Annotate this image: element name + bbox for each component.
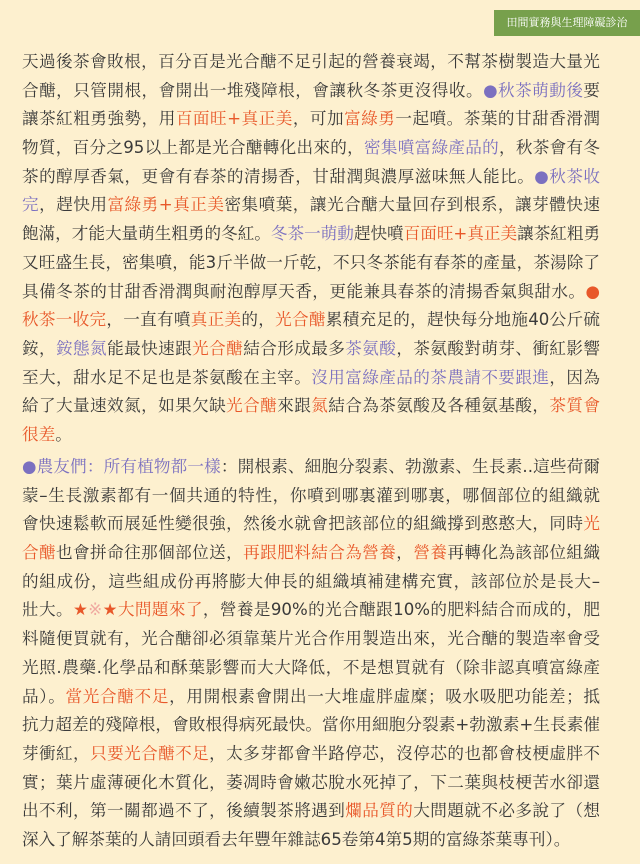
text-segment: 至大，甜水足不足也是茶氨酸在主宰。 [22,367,312,387]
text-segment: 結合為茶氨酸及各種氨基酸， [328,396,550,416]
text-segment: 會快速鬆軟而展延性變很強，然後水就會把該部位的組織撐到憨憨大，同時 [22,514,584,534]
text-segment: ，因為 [549,367,601,387]
text-line [22,48,600,77]
text-line [22,568,600,597]
text-segment: ，用開根素會開出一大堆虛胖虛糜；吸水吸肥功能差；抵 [169,686,601,706]
text-segment: ，秋茶會有冬 [499,138,600,158]
text-line [22,421,600,450]
text-line [22,625,600,654]
text-segment: ：開根素、細胞分裂素、勃激素、生長素..這些荷爾 [220,457,600,476]
text-line [22,163,600,192]
text-line [22,105,600,134]
text-segment: 具備冬茶的甘甜香滑潤與耐泡醇厚天香，更能兼具春茶的清揚香氣與甜水。 [22,281,586,301]
text-segment: 合醣，只管開根，會開出一堆殘障根，會讓秋冬茶更沒得收。 [22,80,484,100]
text-line [22,654,600,683]
text-line [22,306,600,335]
highlight-text: 爛品質的 [345,801,414,821]
text-segment: ，太多芽都會半路停芯，沒停芯的也都會枝梗虛胖不 [209,743,601,763]
text-segment: ， [396,543,414,563]
article-paragraph-1 [22,48,600,450]
text-segment: 壯大。 [22,600,73,620]
text-segment: 出不利，第一關都過不了，後續製茶將遇到 [22,801,346,821]
highlight-text: 秋茶一收完 [22,310,107,330]
highlight-text: 完 [22,195,40,215]
highlight-text: 光合醣 [226,396,278,416]
highlight-text: 很差 [22,424,56,444]
text-segment: 讓茶紅粗勇強勢，用 [22,109,176,129]
highlight-text: 百面旺+真正美 [403,224,518,244]
highlight-text: 合醣 [22,543,57,563]
text-segment: 密集噴葉，讓光合醣大量回存到根系，讓芽體快速 [224,195,600,215]
text-line [22,134,600,163]
text-segment: ，趕快用 [39,195,108,215]
text-line [22,711,600,740]
highlight-text: ●秋茶收 [534,166,601,186]
text-segment: 光照.農藥.化學品和酥葉影響而大大降低，不是想買就有（除非認真噴富綠產 [22,657,600,677]
text-line [22,453,600,482]
text-segment: 一起噴。茶葉的甘甜香滑潤 [395,109,600,129]
text-line [22,740,600,769]
text-line [22,364,600,393]
highlight-text: 冬茶一萌動 [270,224,354,244]
highlight-text: 再跟肥料結合為營養 [243,543,397,563]
text-segment: 來跟 [277,396,312,416]
highlight-text: 茶質會 [549,396,601,416]
text-segment: 再轉化為該部位組織 [447,543,601,563]
highlight-text: 沒用富綠產品的茶農請不要跟進 [311,367,550,387]
text-segment: 蒙–生長激素都有一個共通的特性，你噴到哪裏灌到哪裏，哪個部位的組織就 [22,485,600,505]
highlight-text: 氮 [311,396,329,416]
text-segment: 給了大量速效氮，如果欠缺 [22,396,227,416]
highlight-text: ●秋茶萌動後 [483,80,584,100]
highlight-text: 富綠勇+真正美 [107,195,225,215]
highlight-text: 光合醣 [275,310,326,330]
highlight-text: ●農友們：所有植物都一樣 [22,457,221,476]
text-line [22,596,600,625]
text-segment: ，營養是90%的光合醣跟10%的肥料結合而成的，肥 [202,600,600,620]
text-segment: 的， [241,310,276,330]
text-segment: 實；葉片虛薄硬化木質化，萎凋時會嫩芯脫水死掉了，下二葉與枝梗苦水卻還 [22,772,600,792]
highlight-text: 營養 [413,543,448,563]
text-segment: 大問題就不必多說了（想 [413,801,601,821]
text-segment: 趕快噴 [353,224,404,244]
text-segment: 天過後茶會敗根，百分百是光合醣不足引起的營養衰竭，不幫茶樹製造大量光 [22,52,600,71]
highlight-text: ● [585,281,600,301]
text-line [22,769,600,798]
text-line [22,77,600,106]
text-line [22,220,600,249]
text-segment: 。 [55,424,72,444]
highlight-text: 當光合醣不足 [65,686,170,706]
text-segment: 芽衝紅， [22,743,91,763]
text-segment: ，茶氨酸對萌芽、衝紅影響 [396,338,601,358]
text-line [22,335,600,364]
text-line [22,539,600,568]
text-line [22,482,600,511]
text-segment: 物質，百分之95以上都是光合醣轉化出來的， [22,138,365,158]
text-segment: 抗力超差的殘障根，會敗根得病死最快。當你用細胞分裂素+勃激素+生長素催 [22,715,600,735]
highlight-text: 光 [583,514,600,534]
text-segment: 讓茶紅粗勇 [517,224,601,244]
text-line [22,797,600,826]
text-segment: ，可加 [292,109,345,129]
highlight-text: 茶氨酸 [345,338,397,358]
highlight-text: 百面旺+真正美 [175,109,293,129]
text-segment: 料隨便買就有，光合醣卻必須靠葉片光合作用製造出來，光合醣的製造率會受 [22,629,600,649]
highlight-text: 真正美 [190,310,242,330]
text-segment: 飽滿，才能大量萌生粗勇的冬紅。 [22,224,271,244]
text-segment: 能最快速跟 [107,338,193,358]
text-line [22,392,600,421]
text-segment: 的組成份，這些組成份再將膨大伸長的組織填補建構充實，該部位於是長大– [22,571,600,591]
highlight-text: 只要光合醣不足 [90,743,210,763]
text-line [22,683,600,712]
text-segment: 要 [583,80,600,100]
text-line [22,278,600,307]
text-segment: 茶的醇厚香氣，更會有春茶的清揚香，甘甜潤與濃厚滋味無人能比。 [22,166,535,186]
text-line [22,826,600,855]
text-segment: 深入了解茶葉的人請回頭看去年豐年雜誌65卷第4第5期的富綠茶葉專刊）。 [22,829,571,849]
text-line [22,249,600,278]
text-segment: 累積充足的，趕快每分地施40公斤硫 [325,310,600,330]
highlight-text: 富綠勇 [344,109,396,129]
highlight-text: 密集噴富綠產品的 [364,138,500,158]
text-segment: 結合形成最多 [243,338,346,358]
text-line [22,510,600,539]
text-segment: 也會拼命往那個部位送， [56,543,244,563]
highlight-text: ★大問題來了 [102,600,203,620]
text-segment: ，一直有噴 [106,310,191,330]
highlight-text: 銨態氮 [56,338,108,358]
highlight-text: 光合醣 [192,338,244,358]
text-line [22,191,600,220]
article-paragraph-2 [22,453,600,855]
highlight-text: ★ [73,600,89,620]
highlight-text: ※ [88,600,103,620]
section-tag: 田間實務與生理障礙診治 [494,10,640,36]
text-segment: 又旺盛生長，密集噴，能3斤半做一斤乾，不只冬茶能有春茶的產量，茶湯除了 [22,252,600,272]
text-segment: 銨， [22,338,57,358]
text-segment: 品）。 [22,686,66,706]
